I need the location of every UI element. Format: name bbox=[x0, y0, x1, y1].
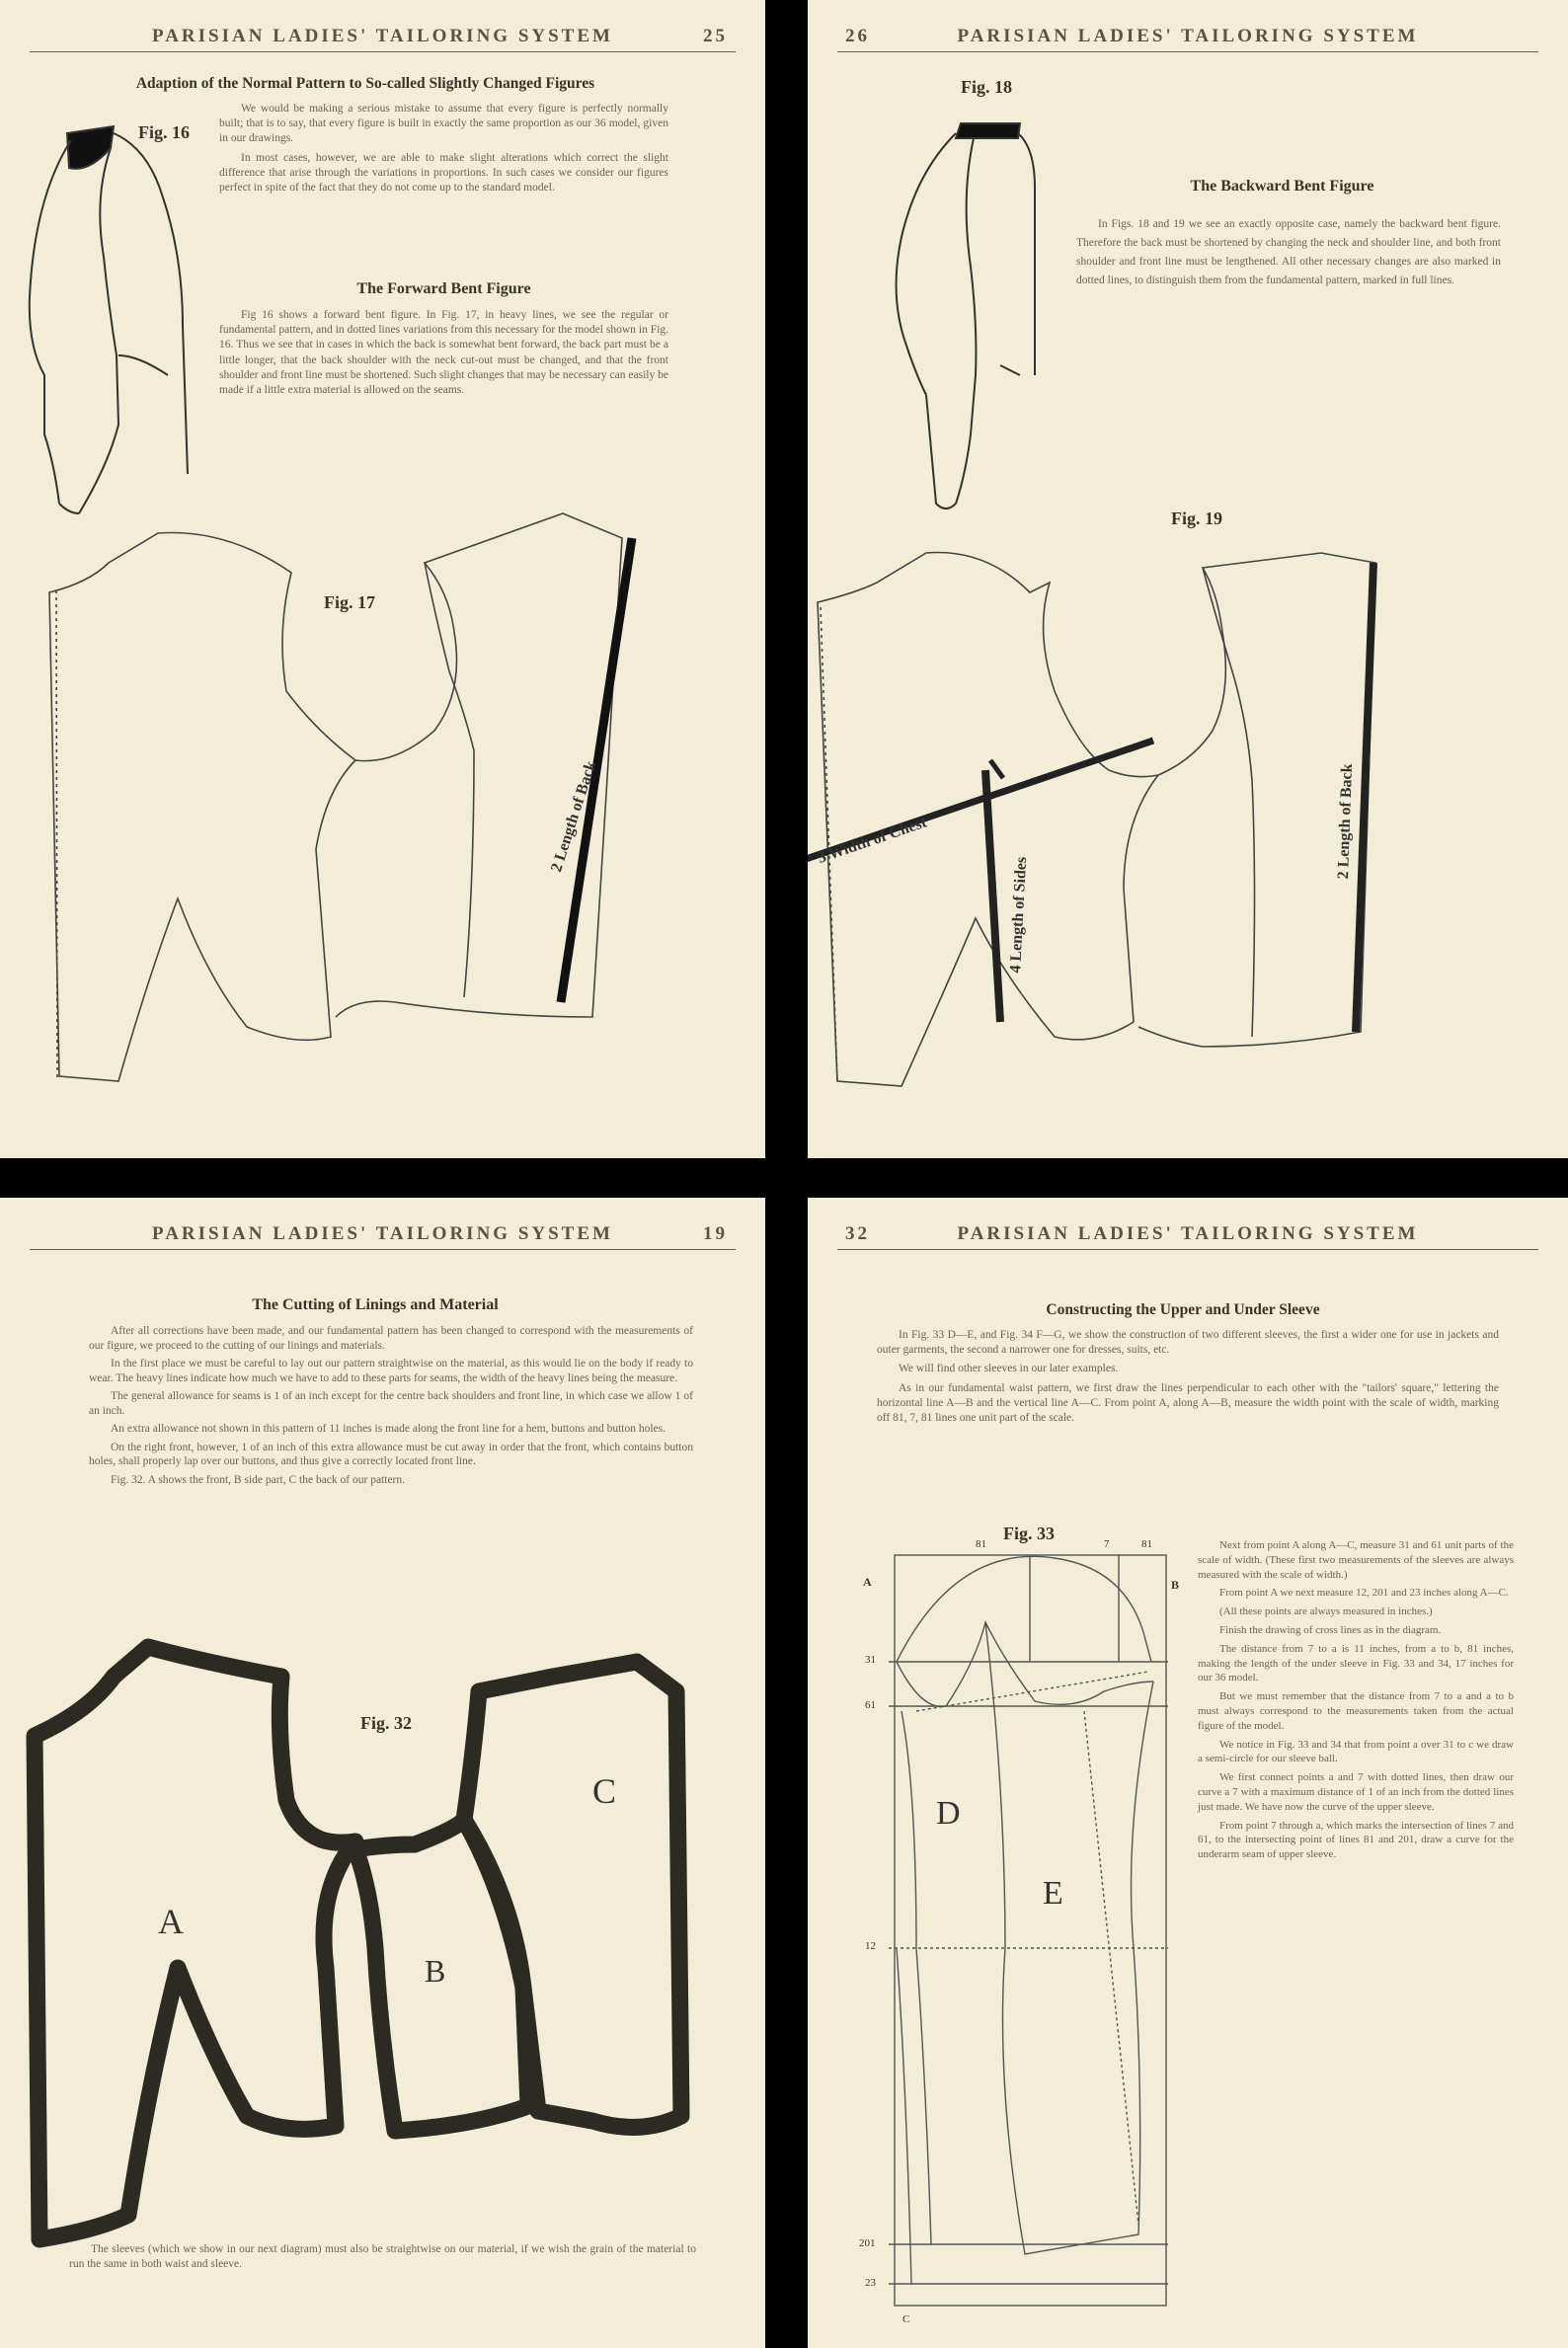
width-of-chest-label: 3 Width of Chest bbox=[816, 814, 929, 868]
page-32 bbox=[808, 1198, 1568, 2348]
paragraph: In most cases, however, we are able to make slight alterations which correct the slight difference that arise through the variations in proportions. In such cases we consider our figures perfect in spite of the fact that they do not come up to the standard model. bbox=[219, 151, 668, 195]
running-header: PARISIAN LADIES' TAILORING SYSTEM bbox=[152, 26, 613, 46]
page-25 bbox=[0, 0, 765, 1158]
section-heading: Adaption of the Normal Pattern to So-called Slightly Changed Figures bbox=[135, 75, 595, 92]
axis-label: 12 bbox=[865, 1940, 876, 1952]
piece-a-label: A bbox=[158, 1902, 184, 1941]
page-number: 19 bbox=[703, 1223, 728, 1244]
section-heading: The Cutting of Linings and Material bbox=[252, 1296, 499, 1313]
paragraph: The general allowance for seams is 1 of an inch except for the centre back shoulders and front line, in which case we allow 1 of an inch. bbox=[89, 1390, 693, 1417]
paragraph: In Fig. 33 D—E, and Fig. 34 F—G, we show the construction of two different sleeves, the first a wider one for use in jackets and outer garments, the second a narrower one for dresses, suits, etc. bbox=[877, 1329, 1499, 1357]
running-header: PARISIAN LADIES' TAILORING SYSTEM bbox=[957, 1223, 1419, 1244]
running-header: PARISIAN LADIES' TAILORING SYSTEM bbox=[957, 26, 1419, 46]
length-of-sides-label: 4 Length of Sides bbox=[1007, 856, 1031, 974]
paragraph: Fig 16 shows a forward bent figure. In Fig. 17, in heavy lines, we see the regular or fundamental pattern, and in dotted lines variations from this necessary for the model shown in Fig. 16. Thus we see that in cases in which the back is somewhat bent forward, the back part must be a little longer, that the back shoulder with the neck cut-out must be changed, and that the front shoulder and front line must be shortened. Such slight changes that may be necessary can easily be made if a little extra material is allowed on the seams. bbox=[219, 309, 668, 397]
fig-18-label: Fig. 18 bbox=[961, 77, 1012, 97]
axis-label: 31 bbox=[865, 1654, 876, 1666]
paragraph: Next from point A along A—C, measure 31 and 61 unit parts of the scale of width. (These first two measurements of the sleeves are always measured with the scale of width.) bbox=[1198, 1539, 1514, 1581]
paragraph: Fig. 32. A shows the front, B side part, C the back of our pattern. bbox=[111, 1473, 406, 1486]
paragraph: The sleeves (which we show in our next diagram) must also be straightwise on our material, if we wish the grain of the material to run the same in both waist and sleeve. bbox=[69, 2243, 696, 2270]
piece-b-label: B bbox=[425, 1953, 446, 1989]
paragraph: An extra allowance not shown in this pattern of 11 inches is made along the front line for a hem, buttons and button holes. bbox=[111, 1423, 666, 1435]
page-19 bbox=[0, 1198, 765, 2348]
paragraph: On the right front, however, 1 of an inch of this extra allowance must be cut away in order that the front, which contains button holes, shall properly lap over our buttons, and thus give a correctly located front line. bbox=[89, 1441, 693, 1467]
running-header: PARISIAN LADIES' TAILORING SYSTEM bbox=[152, 1223, 613, 1244]
upper-sleeve-e-label: E bbox=[1043, 1875, 1063, 1912]
paragraph: We first connect points a and 7 with dotted lines, then draw our curve a 7 with a maximum distance of 1 of an inch from the dotted lines just made. We have now the curve of the upper sleeve. bbox=[1198, 1771, 1514, 1813]
piece-c-label: C bbox=[592, 1771, 617, 1811]
fig-32-label: Fig. 32 bbox=[360, 1713, 412, 1733]
paragraph: Finish the drawing of cross lines as in the diagram. bbox=[1219, 1623, 1442, 1636]
fig-33-drawing bbox=[808, 1198, 1568, 2348]
fig-19-label: Fig. 19 bbox=[1171, 509, 1222, 528]
axis-label: 61 bbox=[865, 1699, 876, 1711]
paragraph: But we must remember that the distance from 7 to a and a to b must always correspond to the measurements taken from the actual figure of the model. bbox=[1198, 1690, 1514, 1732]
section-heading: The Backward Bent Figure bbox=[1190, 178, 1374, 195]
top-label: 81 bbox=[1141, 1538, 1152, 1550]
paragraph: From point A we next measure 12, 201 and 23 inches along A—C. bbox=[1219, 1587, 1509, 1600]
paragraph: In the first place we must be careful to lay out our pattern straightwise on the material, as this would lie on the body if ready to wear. The heavy lines indicate how much we have to add to these parts for seams, the width of the heavy lines being the measure. bbox=[89, 1358, 693, 1384]
paragraph: After all corrections have been made, and our fundamental pattern has been changed to correspond with the measurements of our figure, we proceed to the cutting of our linings and materials. bbox=[89, 1325, 693, 1352]
paragraph: From point 7 through a, which marks the intersection of lines 7 and 61, to the intersecting point of lines 81 and 201, draw a curve for the underarm seam of upper sleeve. bbox=[1198, 1819, 1514, 1861]
length-of-back-label: 2 Length of Back bbox=[548, 758, 600, 875]
subheading: The Forward Bent Figure bbox=[356, 280, 531, 297]
fig-17-label: Fig. 17 bbox=[324, 592, 375, 612]
page-26 bbox=[808, 0, 1568, 1158]
paragraph: We would be making a serious mistake to assume that every figure is perfectly normally built; that is to say, that every figure is built in exactly the same proportion as our 36 model, given in our drawings. bbox=[219, 103, 668, 145]
axis-label: 23 bbox=[865, 2277, 876, 2289]
fig-16-label: Fig. 16 bbox=[138, 122, 190, 142]
page-number: 25 bbox=[703, 26, 728, 46]
axis-label-c: C bbox=[902, 2313, 910, 2325]
axis-label: 201 bbox=[859, 2237, 876, 2249]
paragraph: As in our fundamental waist pattern, we first draw the lines perpendicular to each other with the "tailors' square," lettering the horizontal line A—B and the vertical line A—C. From point A, along A—B, measure the width point with the scale of width, marking off 81, 7, 81 lines one unit part of the scale. bbox=[877, 1381, 1499, 1425]
paragraph: In Figs. 18 and 19 we see an exactly opposite case, namely the backward bent figure. Therefore the back must be shortened by changing the neck and shoulder line, and both front shoulder and front line must be lengthened. All other necessary changes are also marked in dotted lines, to distinguish them from the fundamental pattern, marked in full lines. bbox=[1076, 218, 1501, 286]
axis-label-b: B bbox=[1171, 1578, 1180, 1592]
paragraph: (All these points are always measured in inches.) bbox=[1219, 1605, 1433, 1618]
section-heading: Constructing the Upper and Under Sleeve bbox=[1046, 1301, 1320, 1318]
fig-32-drawing bbox=[0, 1198, 765, 2348]
paragraph: We will find other sleeves in our later examples. bbox=[899, 1363, 1119, 1375]
page-number: 32 bbox=[845, 1223, 870, 1244]
footer-text bbox=[69, 2242, 696, 2275]
length-of-back-label: 2 Length of Back bbox=[1335, 763, 1357, 880]
page-number: 26 bbox=[845, 26, 870, 46]
top-label: 7 bbox=[1104, 1538, 1110, 1550]
under-sleeve-d-label: D bbox=[936, 1795, 961, 1832]
fig-18-19-drawing bbox=[808, 0, 1568, 1158]
paragraph: The distance from 7 to a is 11 inches, from a to b, 81 inches, making the length of the under sleeve in Fig. 33 and 34, 17 inches for our 36 model. bbox=[1198, 1642, 1514, 1684]
fig-16-17-drawing bbox=[0, 0, 765, 1158]
axis-label-a: A bbox=[863, 1575, 872, 1589]
paragraph: We notice in Fig. 33 and 34 that from point a over 31 to c we draw a semi-circle for our sleeve ball. bbox=[1198, 1738, 1514, 1765]
fig-33-label: Fig. 33 bbox=[1003, 1524, 1055, 1543]
top-label: 81 bbox=[976, 1538, 986, 1550]
